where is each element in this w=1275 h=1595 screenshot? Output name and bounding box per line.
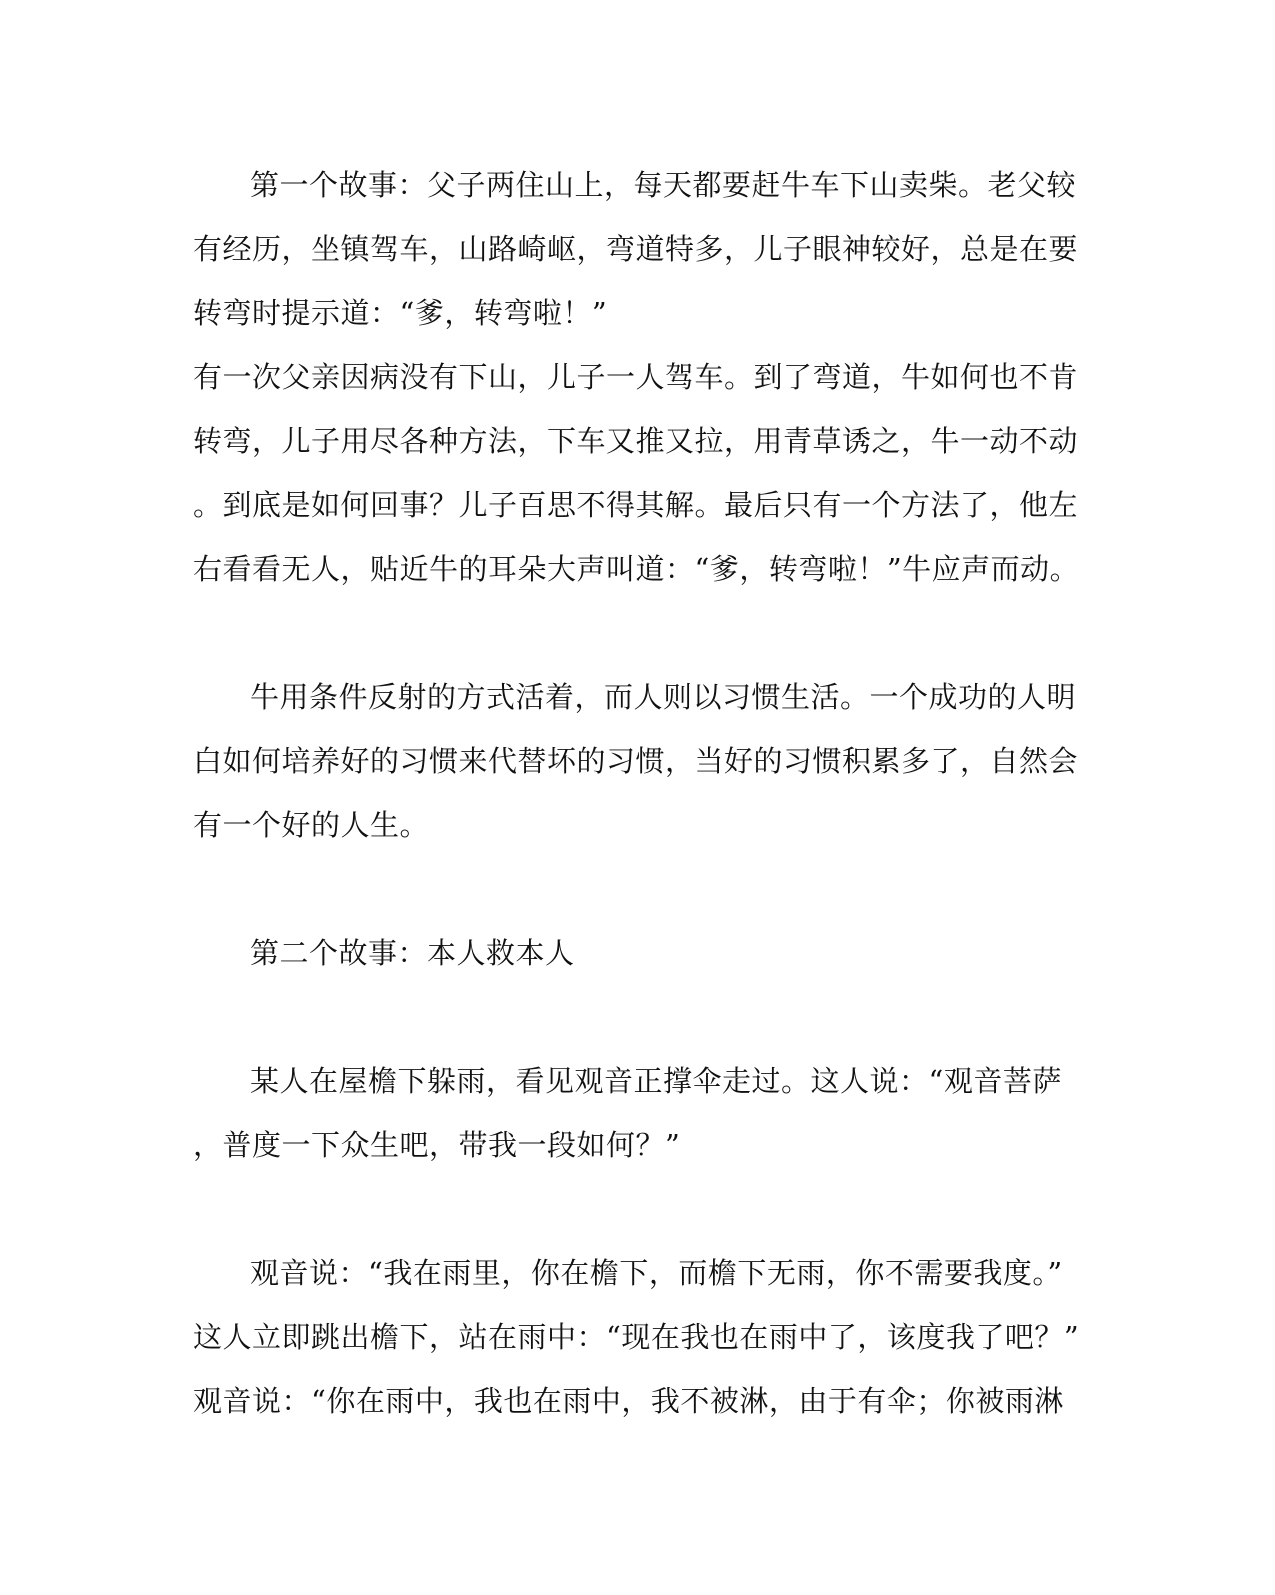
text-line: 有一个好的人生。 <box>193 808 430 842</box>
text-line: 转弯，儿子用尽各种方法，下车又推又拉，用青草诱之，牛一动不动 <box>193 424 1079 458</box>
text-line: 有一次父亲因病没有下山，儿子一人驾车。到了弯道，牛如何也不肯 <box>193 360 1079 394</box>
text-line: 观音说：“我在雨里，你在檐下，而檐下无雨，你不需要我度。” <box>250 1256 1063 1290</box>
text-line: ，普度一下众生吧，带我一段如何？” <box>193 1128 681 1162</box>
text-line: 这人立即跳出檐下，站在雨中：“现在我也在雨中了，该度我了吧？” <box>193 1320 1080 1354</box>
section-heading: 第二个故事：本人救本人 <box>250 936 575 970</box>
text-line: 右看看无人，贴近牛的耳朵大声叫道：“爹，转弯啦！”牛应声而动。 <box>193 552 1080 586</box>
text-line: 白如何培养好的习惯来代替坏的习惯，当好的习惯积累多了，自然会 <box>193 744 1079 778</box>
text-line: 有经历，坐镇驾车，山路崎岖，弯道特多，儿子眼神较好，总是在要 <box>193 232 1079 266</box>
text-line: 牛用条件反射的方式活着，而人则以习惯生活。一个成功的人明 <box>250 680 1077 714</box>
text-line: 某人在屋檐下躲雨，看见观音正撑伞走过。这人说：“观音菩萨 <box>250 1064 1062 1098</box>
text-line: 第一个故事：父子两住山上，每天都要赶牛车下山卖柴。老父较 <box>250 168 1077 202</box>
text-line: 观音说：“你在雨中，我也在雨中，我不被淋，由于有伞；你被雨淋 <box>193 1384 1064 1418</box>
text-line: 转弯时提示道：“爹，转弯啦！” <box>193 296 608 330</box>
text-line: 。到底是如何回事？儿子百思不得其解。最后只有一个方法了，他左 <box>193 488 1079 522</box>
